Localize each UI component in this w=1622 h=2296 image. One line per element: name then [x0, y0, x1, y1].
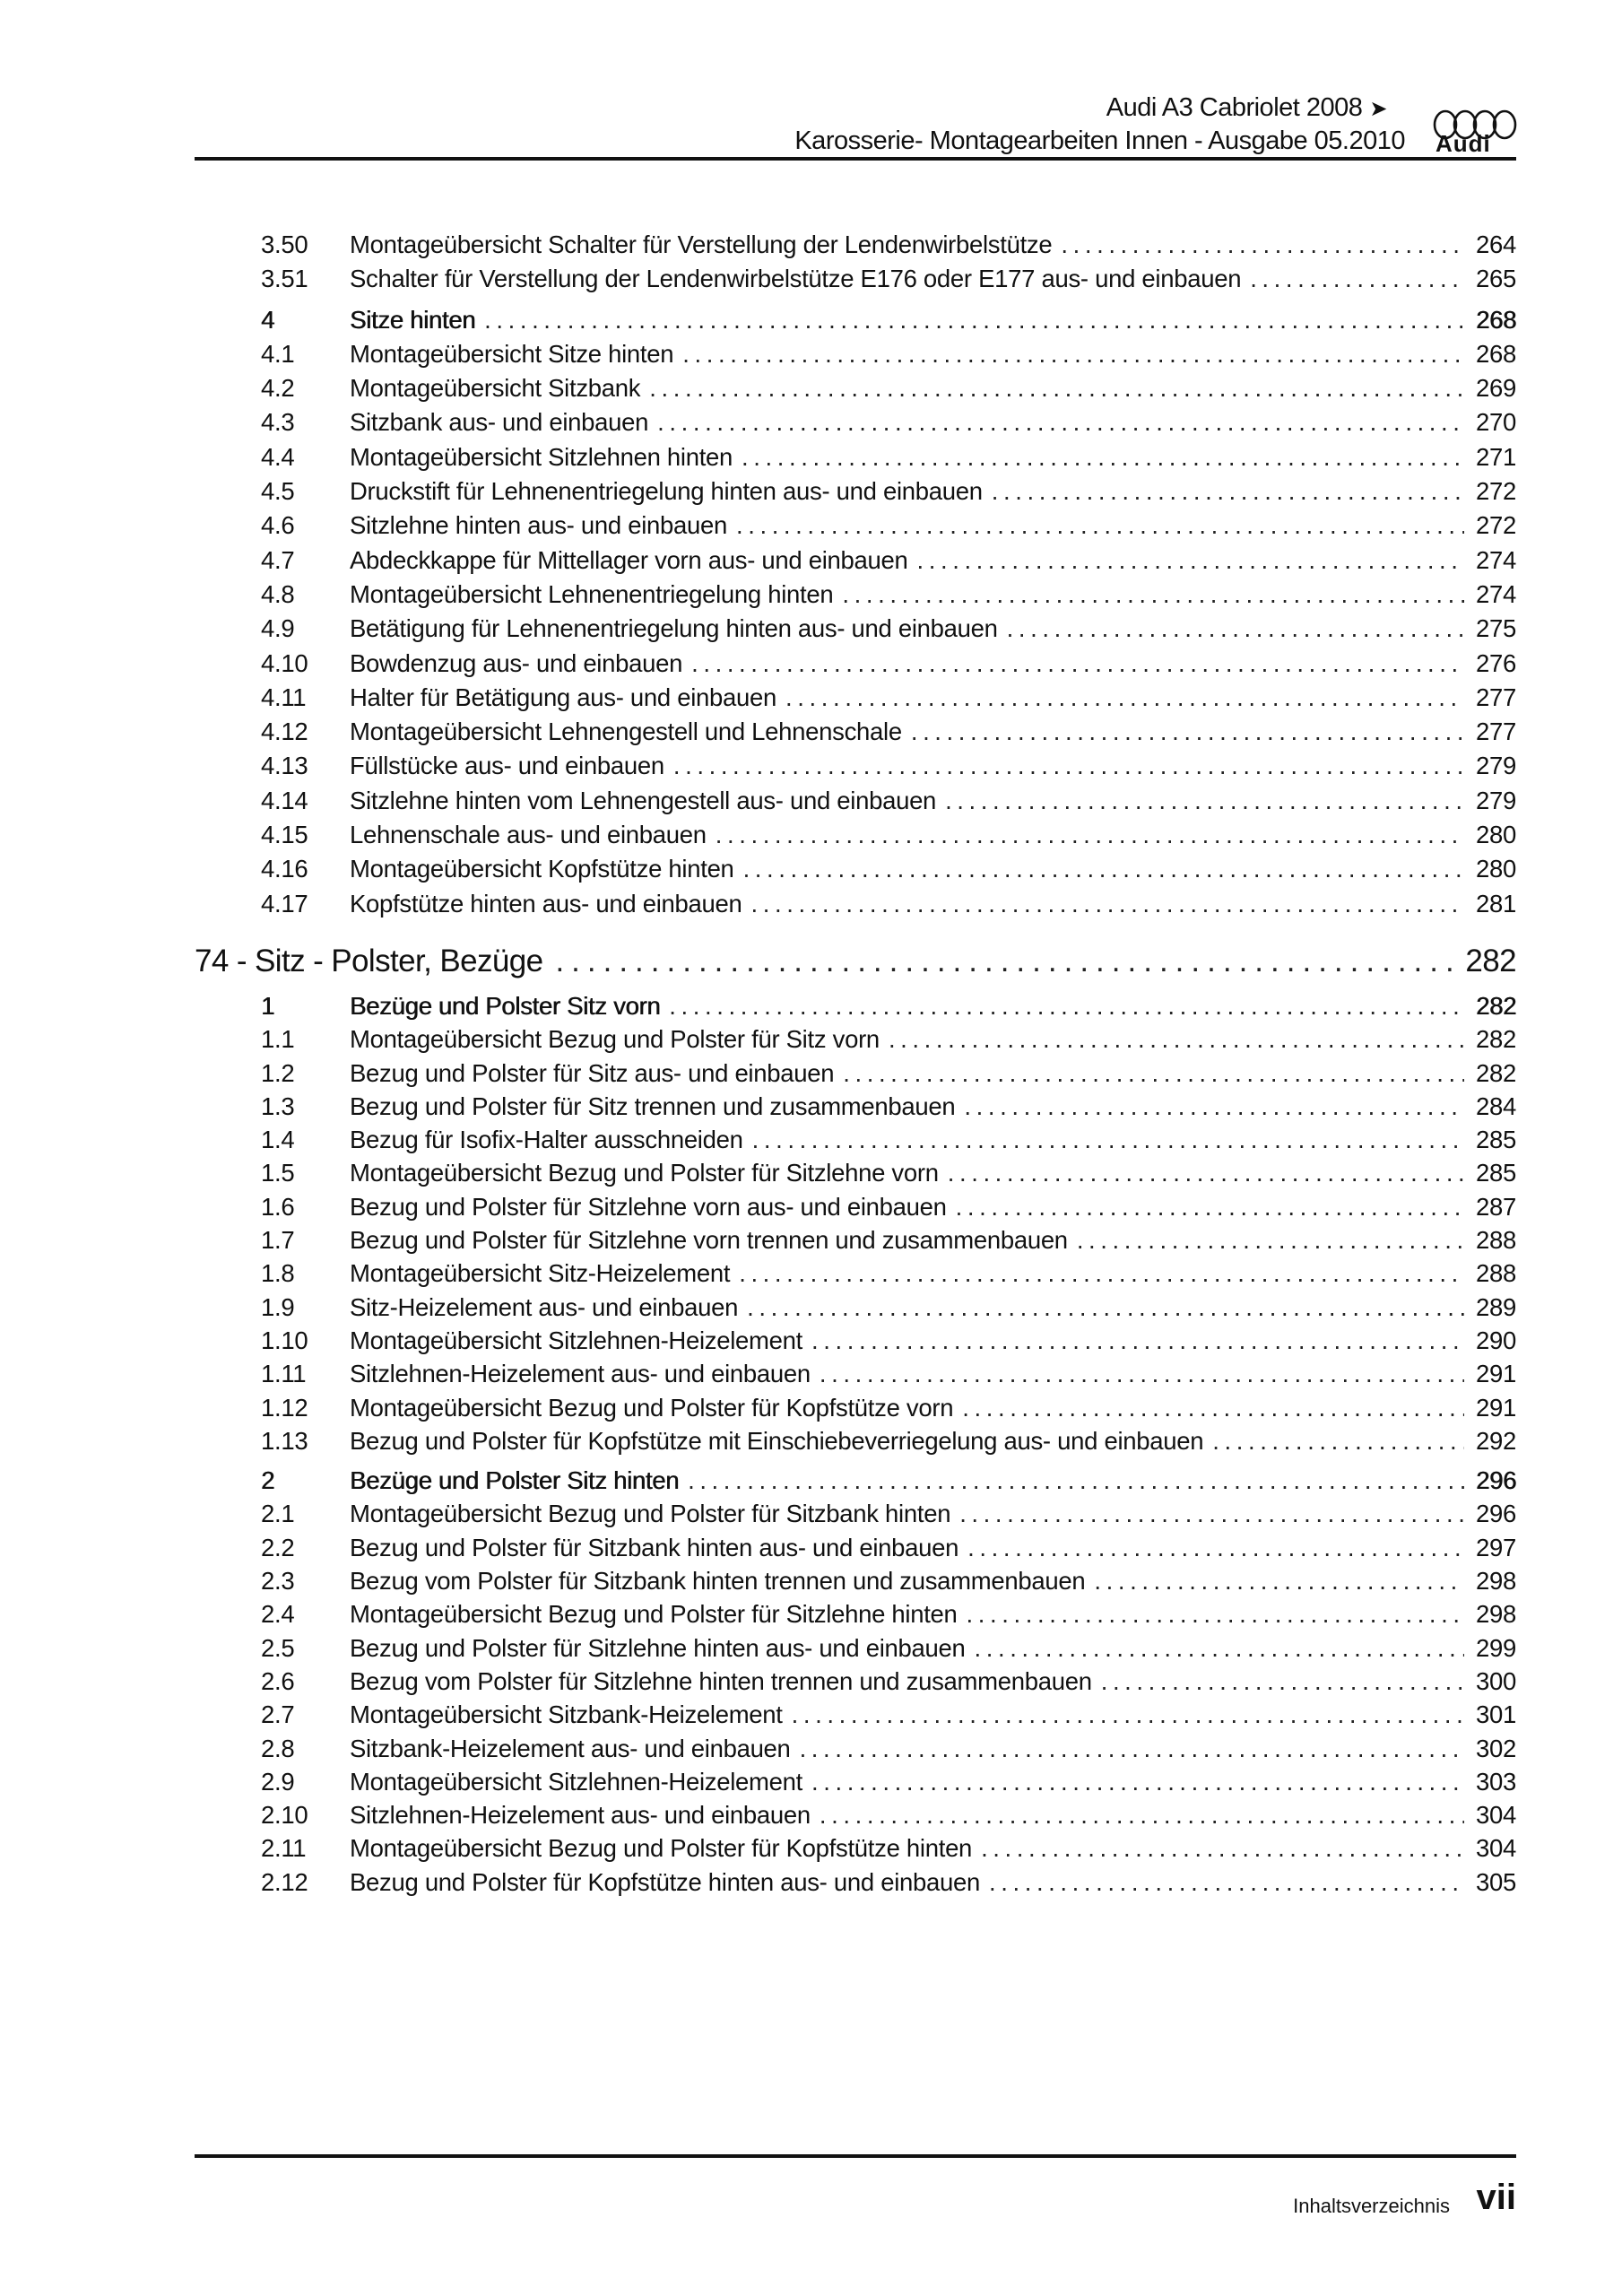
model-title: Audi A3 Cabriolet 2008 [1106, 93, 1363, 122]
entry-page: 285 [1476, 1126, 1516, 1154]
entry-title: Sitzlehne hinten aus- und einbauen [350, 511, 727, 540]
toc-entry[interactable] [195, 718, 1516, 752]
toc-entry[interactable] [195, 1226, 1516, 1259]
dot-leader [1077, 1226, 1464, 1255]
dot-leader [1212, 1427, 1464, 1456]
entry-page: 282 [1476, 1058, 1516, 1087]
entry-number: 1 [261, 992, 274, 1020]
entry-title: Bezug für Isofix-Halter ausschneiden [350, 1126, 743, 1154]
entry-title: Schalter für Verstellung der Lendenwirbelstütze E176 oder E177 aus- und einbauen [350, 265, 1242, 293]
entry-title: Betätigung für Lehnenentriegelung hinten aus- und einbauen [350, 614, 998, 643]
entry-page: 291 [1476, 1393, 1516, 1422]
dot-leader [967, 1600, 1464, 1629]
entry-title: Montageübersicht Sitze hinten [350, 339, 674, 368]
entry-title: Bezug und Polster für Sitzlehne vorn aus- und einbauen [350, 1192, 947, 1221]
entry-page: 268 [1476, 305, 1516, 334]
toc-section-entry[interactable] [195, 306, 1516, 340]
entry-title: Druckstift für Lehnenentriegelung hinten aus- und einbauen [350, 477, 983, 506]
entry-number: 3.51 [261, 265, 308, 293]
toc-entry[interactable] [195, 787, 1516, 821]
dot-leader [962, 1394, 1464, 1422]
dot-leader [691, 649, 1464, 678]
dot-leader [1094, 1567, 1464, 1596]
header-model [1106, 93, 1387, 123]
entry-page: 290 [1476, 1326, 1516, 1354]
entry-title: Lehnenschale aus- und einbauen [350, 821, 707, 849]
entry-page: 276 [1476, 648, 1516, 677]
dot-leader [843, 1059, 1464, 1088]
entry-number: 4.4 [261, 442, 295, 471]
entry-number: 4.10 [261, 648, 308, 677]
toc-entry[interactable] [195, 546, 1516, 580]
entry-number: 2.5 [261, 1633, 295, 1662]
entry-page: 303 [1476, 1767, 1516, 1796]
dot-leader [747, 1293, 1464, 1322]
entry-number: 4.2 [261, 374, 295, 403]
dot-leader [792, 1700, 1464, 1729]
toc-section-4 [195, 230, 1516, 924]
toc-entry[interactable] [195, 1126, 1516, 1159]
entry-page: 280 [1476, 821, 1516, 849]
dot-leader [959, 1500, 1464, 1528]
toc-entry[interactable] [195, 752, 1516, 786]
entry-page: 301 [1476, 1700, 1516, 1729]
entry-title: Bezug vom Polster für Sitzlehne hinten trennen und zusammenbauen [350, 1666, 1092, 1695]
entry-number: 1.10 [261, 1326, 308, 1354]
entry-number: 1.11 [261, 1360, 307, 1388]
entry-number: 4.16 [261, 855, 308, 883]
entry-page: 298 [1476, 1600, 1516, 1629]
dot-leader [742, 443, 1464, 472]
toc-entry[interactable] [195, 1500, 1516, 1533]
entry-title: Montageübersicht Lehnengestell und Lehnenschale [350, 718, 902, 746]
toc-entry[interactable] [195, 340, 1516, 374]
entry-page: 291 [1476, 1360, 1516, 1388]
dot-leader [739, 1259, 1464, 1288]
entry-page: 279 [1476, 786, 1516, 814]
toc-section-entry[interactable] [195, 1466, 1516, 1500]
toc-entry[interactable] [195, 1159, 1516, 1192]
entry-page: 280 [1476, 855, 1516, 883]
entry-number: 4.12 [261, 718, 308, 746]
toc-entry[interactable] [195, 1768, 1516, 1801]
toc-entry[interactable] [195, 1600, 1516, 1633]
entry-title: Montageübersicht Sitzbank [350, 374, 641, 403]
entry-number: 4.5 [261, 477, 295, 506]
toc-entry[interactable] [195, 1834, 1516, 1867]
entry-title: Sitzbank-Heizelement aus- und einbauen [350, 1734, 791, 1762]
entry-number: 2.3 [261, 1567, 295, 1596]
dot-leader [948, 1159, 1464, 1187]
entry-number: 2.8 [261, 1734, 295, 1762]
entry-title: Sitzlehnen-Heizelement aus- und einbauen [350, 1360, 811, 1388]
entry-number: 1.7 [261, 1226, 295, 1255]
dot-leader [688, 1466, 1464, 1495]
dot-leader [682, 340, 1464, 369]
dot-leader [1007, 614, 1464, 643]
entry-number: 1.3 [261, 1091, 295, 1120]
entry-title: Bezug und Polster für Sitzlehne hinten aus- und einbauen [350, 1633, 966, 1662]
entry-number: 1.8 [261, 1259, 295, 1288]
entry-number: 1.9 [261, 1292, 295, 1321]
dot-leader [1061, 230, 1464, 259]
entry-page: 282 [1476, 1025, 1516, 1054]
toc-entry[interactable] [195, 1427, 1516, 1460]
dot-leader [555, 944, 1460, 979]
header-divider [195, 157, 1516, 161]
entry-title: Sitzlehne hinten vom Lehnengestell aus- und einbauen [350, 786, 937, 814]
entry-title: Bezug und Polster für Kopfstütze mit Einschiebeverriegelung aus- und einbauen [350, 1426, 1204, 1455]
entry-page: 300 [1476, 1666, 1516, 1695]
entry-page: 287 [1476, 1192, 1516, 1221]
toc-entry[interactable] [195, 649, 1516, 683]
entry-page: 296 [1476, 1466, 1516, 1495]
entry-number: 1.4 [261, 1126, 295, 1154]
entry-page: 277 [1476, 683, 1516, 711]
entry-number: 4.8 [261, 579, 295, 608]
entry-number: 1.13 [261, 1426, 308, 1455]
entry-number: 2.4 [261, 1600, 295, 1629]
toc-entry[interactable] [195, 1868, 1516, 1901]
toc-entry[interactable] [195, 443, 1516, 477]
entry-page: 269 [1476, 374, 1516, 403]
entry-page: 271 [1476, 442, 1516, 471]
toc-entry[interactable] [195, 374, 1516, 408]
entry-number: 1.6 [261, 1192, 295, 1221]
entry-page: 274 [1476, 579, 1516, 608]
toc-entry[interactable] [195, 890, 1516, 924]
dot-leader [811, 1768, 1464, 1796]
toc-entry[interactable] [195, 1634, 1516, 1667]
entry-title: Bezug und Polster für Sitzlehne vorn trennen und zusammenbauen [350, 1226, 1068, 1255]
entry-page: 274 [1476, 545, 1516, 574]
entry-page: 275 [1476, 614, 1516, 643]
dot-leader [820, 1801, 1464, 1830]
toc-entry[interactable] [195, 230, 1516, 265]
toc-entry[interactable] [195, 683, 1516, 718]
entry-number: 2.11 [261, 1834, 307, 1863]
page-number: vii [1476, 2178, 1516, 2217]
entry-title: Bowdenzug aus- und einbauen [350, 648, 683, 677]
toc-entry[interactable] [195, 614, 1516, 648]
entry-title: Bezug und Polster für Kopfstütze hinten aus- und einbauen [350, 1867, 980, 1896]
entry-number: 4 [261, 305, 274, 334]
entry-number: 2.10 [261, 1801, 308, 1830]
entry-title: Bezug und Polster für Sitzbank hinten aus- und einbauen [350, 1533, 959, 1561]
entry-title: Kopfstütze hinten aus- und einbauen [350, 889, 742, 918]
entry-title: Montageübersicht Bezug und Polster für Sitzlehne vorn [350, 1159, 939, 1187]
dot-leader [673, 752, 1464, 780]
entry-number: 2.7 [261, 1700, 295, 1729]
entry-number: 4.9 [261, 614, 295, 643]
entry-page: 268 [1476, 339, 1516, 368]
entry-title: Bezug vom Polster für Sitzbank hinten trennen und zusammenbauen [350, 1567, 1086, 1596]
entry-page: 297 [1476, 1533, 1516, 1561]
entry-title: Füllstücke aus- und einbauen [350, 752, 664, 780]
entry-page: 302 [1476, 1734, 1516, 1762]
toc-entry[interactable] [195, 1667, 1516, 1700]
entry-title: Montageübersicht Sitz-Heizelement [350, 1259, 731, 1288]
chapter-page: 282 [1465, 944, 1516, 978]
entry-title: Bezüge und Polster Sitz vorn [350, 992, 661, 1020]
entry-title: Montageübersicht Bezug und Polster für Sitz vorn [350, 1025, 880, 1054]
dot-leader [657, 408, 1464, 437]
footer-section: Inhaltsverzeichnis [1293, 2195, 1450, 2217]
entry-number: 4.6 [261, 511, 295, 540]
dot-leader [743, 855, 1464, 883]
toc-entry[interactable] [195, 265, 1516, 299]
entry-number: 2.1 [261, 1500, 295, 1528]
entry-title: Sitze hinten [350, 305, 476, 334]
entry-page: 279 [1476, 752, 1516, 780]
dot-leader [750, 890, 1464, 918]
toc-chapter-74[interactable] [195, 944, 1516, 979]
entry-title: Sitz-Heizelement aus- und einbauen [350, 1292, 739, 1321]
entry-number: 4.7 [261, 545, 295, 574]
entry-title: Sitzbank aus- und einbauen [350, 408, 649, 437]
toc-entry[interactable] [195, 1025, 1516, 1058]
entry-page: 305 [1476, 1867, 1516, 1896]
toc-entry[interactable] [195, 1700, 1516, 1734]
footer-divider [195, 2154, 1516, 2158]
dot-leader [1250, 265, 1464, 293]
toc-entry[interactable] [195, 855, 1516, 889]
toc-entry[interactable] [195, 1360, 1516, 1393]
entry-page: 285 [1476, 1159, 1516, 1187]
entry-title: Montageübersicht Kopfstütze hinten [350, 855, 734, 883]
entry-page: 289 [1476, 1292, 1516, 1321]
dot-leader [820, 1360, 1464, 1388]
entry-title: Montageübersicht Schalter für Verstellung der Lendenwirbelstütze [350, 230, 1053, 258]
dot-leader [785, 683, 1464, 712]
toc-entry[interactable] [195, 1059, 1516, 1092]
entry-title: Abdeckkappe für Mittellager vorn aus- und einbauen [350, 545, 908, 574]
entry-page: 270 [1476, 408, 1516, 437]
dot-leader [911, 718, 1464, 746]
toc-entry[interactable] [195, 1092, 1516, 1126]
dot-leader [916, 546, 1464, 575]
dot-leader [669, 992, 1464, 1021]
entry-page: 304 [1476, 1801, 1516, 1830]
dot-leader [800, 1735, 1464, 1763]
entry-number: 1.5 [261, 1159, 295, 1187]
entry-title: Montageübersicht Bezug und Polster für Sitzlehne hinten [350, 1600, 958, 1629]
entry-title: Montageübersicht Sitzbank-Heizelement [350, 1700, 783, 1729]
dot-leader [981, 1834, 1464, 1863]
toc-entry[interactable] [195, 1735, 1516, 1768]
dot-leader [974, 1634, 1464, 1663]
entry-number: 2 [261, 1466, 274, 1495]
entry-page: 292 [1476, 1426, 1516, 1455]
arrow-right-icon: ➤ [1369, 97, 1387, 121]
entry-number: 4.1 [261, 339, 295, 368]
toc-entry[interactable] [195, 511, 1516, 545]
dot-leader [736, 511, 1464, 540]
entry-page: 284 [1476, 1091, 1516, 1120]
entry-page: 298 [1476, 1567, 1516, 1596]
header-subtitle: Karosserie- Montagearbeiten Innen - Ausgabe 05.2010 [794, 126, 1405, 155]
toc-entry[interactable] [195, 1293, 1516, 1326]
toc-entry[interactable] [195, 1534, 1516, 1567]
dot-leader [649, 374, 1464, 403]
dot-leader [752, 1126, 1464, 1154]
dot-leader [889, 1025, 1464, 1054]
entry-title: Montageübersicht Sitzlehnen hinten [350, 442, 733, 471]
entry-number: 4.15 [261, 821, 308, 849]
toc-section-entry[interactable] [195, 992, 1516, 1025]
entry-title: Sitzlehnen-Heizelement aus- und einbauen [350, 1801, 811, 1830]
entry-number: 4.14 [261, 786, 308, 814]
entry-page: 277 [1476, 718, 1516, 746]
entry-title: Halter für Betätigung aus- und einbauen [350, 683, 776, 711]
entry-page: 272 [1476, 511, 1516, 540]
entry-title: Bezug und Polster für Sitz trennen und zusammenbauen [350, 1091, 956, 1120]
entry-number: 4.17 [261, 889, 308, 918]
entry-page: 282 [1476, 992, 1516, 1020]
toc-entry[interactable] [195, 1193, 1516, 1226]
dot-leader [967, 1534, 1464, 1562]
dot-leader [956, 1193, 1464, 1222]
entry-page: 299 [1476, 1633, 1516, 1662]
entry-title: Montageübersicht Bezug und Polster für Kopfstütze vorn [350, 1393, 954, 1422]
dot-leader [716, 821, 1464, 849]
entry-title: Bezüge und Polster Sitz hinten [350, 1466, 680, 1495]
entry-page: 288 [1476, 1259, 1516, 1288]
entry-number: 4.11 [261, 683, 307, 711]
dot-leader [964, 1092, 1464, 1121]
dot-leader [484, 306, 1464, 335]
dot-leader [811, 1326, 1464, 1355]
toc-entry[interactable] [195, 1801, 1516, 1834]
toc-entry[interactable] [195, 1567, 1516, 1600]
entry-page: 265 [1476, 265, 1516, 293]
entry-title: Montageübersicht Sitzlehnen-Heizelement [350, 1767, 802, 1796]
entry-number: 1.2 [261, 1058, 295, 1087]
toc-entry[interactable] [195, 580, 1516, 614]
entry-page: 281 [1476, 889, 1516, 918]
dot-leader [842, 580, 1464, 609]
toc-entry[interactable] [195, 1259, 1516, 1292]
entry-number: 1.12 [261, 1393, 308, 1422]
entry-number: 2.6 [261, 1666, 295, 1695]
toc-section-74 [195, 992, 1516, 1901]
dot-leader [945, 787, 1464, 815]
toc-entry[interactable] [195, 1394, 1516, 1427]
toc-entry[interactable] [195, 1326, 1516, 1360]
toc-entry[interactable] [195, 477, 1516, 511]
entry-page: 296 [1476, 1500, 1516, 1528]
entry-number: 4.13 [261, 752, 308, 780]
chapter-title: 74 - Sitz - Polster, Bezüge [195, 944, 543, 978]
entry-number: 2.9 [261, 1767, 295, 1796]
entry-number: 2.2 [261, 1533, 295, 1561]
entry-number: 3.50 [261, 230, 308, 258]
audi-logo-text: Audi [1436, 130, 1491, 157]
toc-entry[interactable] [195, 408, 1516, 442]
entry-page: 272 [1476, 477, 1516, 506]
entry-title: Montageübersicht Bezug und Polster für Kopfstütze hinten [350, 1834, 973, 1863]
entry-number: 1.1 [261, 1025, 295, 1054]
toc-entry[interactable] [195, 821, 1516, 855]
dot-leader [1101, 1667, 1464, 1696]
entry-title: Montageübersicht Sitzlehnen-Heizelement [350, 1326, 802, 1354]
entry-number: 4.3 [261, 408, 295, 437]
entry-page: 304 [1476, 1834, 1516, 1863]
entry-page: 264 [1476, 230, 1516, 258]
dot-leader [992, 477, 1464, 506]
entry-page: 288 [1476, 1226, 1516, 1255]
entry-title: Bezug und Polster für Sitz aus- und einbauen [350, 1058, 835, 1087]
dot-leader [989, 1868, 1464, 1897]
entry-title: Montageübersicht Bezug und Polster für Sitzbank hinten [350, 1500, 951, 1528]
entry-title: Montageübersicht Lehnenentriegelung hinten [350, 579, 834, 608]
entry-number: 2.12 [261, 1867, 308, 1896]
